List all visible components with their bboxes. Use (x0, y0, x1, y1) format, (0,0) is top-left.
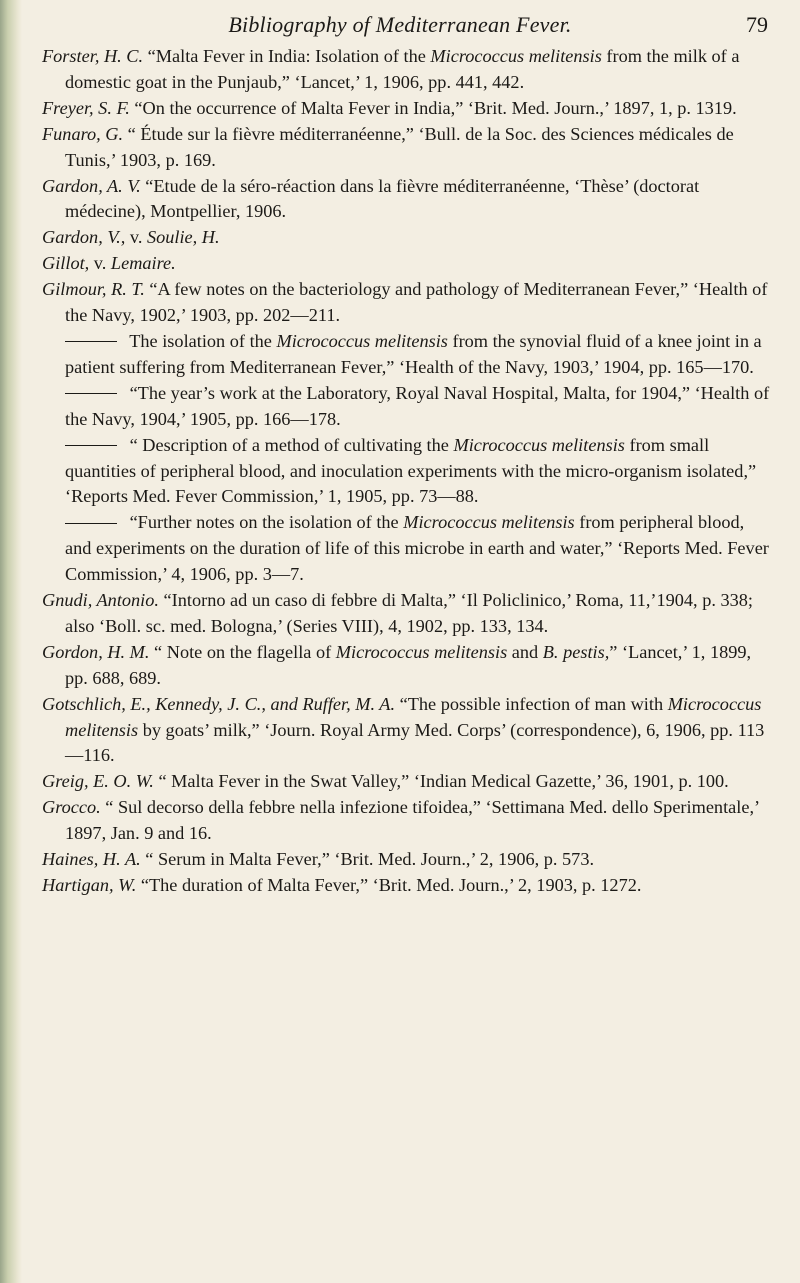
bib-entry: Freyer, S. F. “On the occurrence of Malta Fever in India,” ‘Brit. Med. Journ.,’ 1897, 1, p. 1319. (42, 97, 737, 118)
bib-entry: Greig, E. O. W. “ Malta Fever in the Swat Valley,” ‘Indian Medical Gazette,’ 36, 1901, p. 100. (42, 771, 729, 792)
bib-cross-reference: Gardon, V., v. Soulie, H. (42, 227, 220, 248)
bib-entry: Grocco. “ Sul decorso della febbre nella infezione tifoidea,” ‘Settimana Med. dello Sperimentale,’ 1897, Jan. 9 and 16. (42, 797, 759, 844)
bib-entry: Gnudi, Antonio. “Intorno ad un caso di febbre di Malta,” ‘Il Policlinico,’ Roma, 11,’1904, p. 338; also ‘Boll. sc. med. Bologna,’ (Series VIII), 4, 1902, pp. 133, 134. (42, 590, 753, 636)
page-spine-shadow (0, 0, 22, 1283)
running-title: Bibliography of Mediterranean Fever. (228, 12, 572, 37)
bib-entry-same-author: The isolation of the Micrococcus melitensis from the synovial fluid of a knee joint in a patient suffering from Mediterranean Fever,” ‘Health of the Navy, 1903,’ 1904, pp. 165—170. (65, 330, 762, 377)
page-number: 79 (746, 12, 768, 37)
page-header (0, 12, 800, 42)
bib-entry-same-author: “The year’s work at the Laboratory, Royal Naval Hospital, Malta, for 1904,” ‘Health of the Navy, 1904,’ 1905, pp. 166—178. (65, 382, 770, 429)
bib-entry: Forster, H. C. “Malta Fever in India: Isolation of the Micrococcus melitensis from the milk of a domestic goat in the Punjaub,” ‘Lancet,’ 1, 1906, pp. 441, 442. (42, 46, 740, 92)
bib-entry: Gotschlich, E., Kennedy, J. C., and Ruffer, M. A. “The possible infection of man with Micrococcus melitensis by goats’ milk,” ‘Journ. Royal Army Med. Corps’ (correspondence), 6, 1906, pp. 113—116. (42, 693, 765, 766)
bib-entry-same-author: “Further notes on the isolation of the Micrococcus melitensis from peripheral blood, and experiments on the duration of life of this microbe in earth and water,” ‘Reports Med. Fever Commission,’ 4, 1906, pp. 3—7. (65, 512, 769, 585)
bibliography-list (42, 44, 770, 899)
bib-entry: Gardon, A. V. “Etude de la séro-réaction dans la fièvre méditerranéenne, ‘Thèse’ (doctorat médecine), Montpellier, 1906. (42, 175, 700, 222)
bib-entry: Haines, H. A. “ Serum in Malta Fever,” ‘Brit. Med. Journ.,’ 2, 1906, p. 573. (42, 849, 595, 870)
ditto-dash (65, 445, 117, 446)
bib-entry: Gordon, H. M. “ Note on the flagella of Micrococcus melitensis and B. pestis,” ‘Lancet,’ 1, 1899, pp. 688, 689. (42, 641, 752, 688)
bib-entry: Funaro, G. “ Étude sur la fièvre méditerranéenne,” ‘Bull. de la Soc. des Sciences médicales de Tunis,’ 1903, p. 169. (42, 123, 734, 170)
bib-entry-same-author: “ Description of a method of cultivating the Micrococcus melitensis from small quantities of peripheral blood, and inoculation experiments with the micro-organism isolated,” ‘Reports Med. Fever Commission,’ 1, 1905, pp. 73—88. (65, 434, 757, 507)
bib-cross-reference: Gillot, v. Lemaire. (42, 253, 176, 274)
ditto-dash (65, 523, 117, 524)
ditto-dash (65, 341, 117, 342)
ditto-dash (65, 393, 117, 394)
bib-entry: Gilmour, R. T. “A few notes on the bacteriology and pathology of Mediterranean Fever,” ‘Health of the Navy, 1902,’ 1903, pp. 202—211. (42, 279, 768, 326)
bib-entry: Hartigan, W. “The duration of Malta Fever,” ‘Brit. Med. Journ.,’ 2, 1903, p. 1272. (42, 875, 642, 895)
